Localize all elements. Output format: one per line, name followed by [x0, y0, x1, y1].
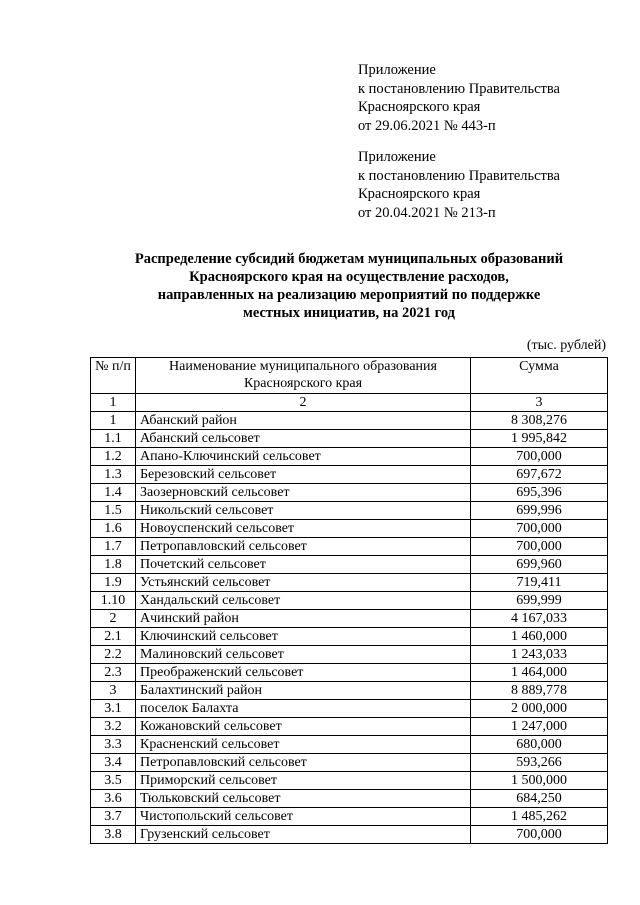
- row-number: 1.10: [91, 592, 136, 610]
- row-number: 1: [91, 412, 136, 430]
- subsidy-table: [90, 357, 608, 844]
- subsidy-sum: 1 464,000: [471, 664, 608, 682]
- row-number: 3.1: [91, 700, 136, 718]
- municipality-name: Абанский район: [136, 412, 471, 430]
- subsidy-sum: 680,000: [471, 736, 608, 754]
- table-row: [91, 484, 608, 502]
- subsidy-sum: 697,672: [471, 466, 608, 484]
- table-row: [91, 628, 608, 646]
- municipality-name: Балахтинский район: [136, 682, 471, 700]
- municipality-name: Малиновский сельсовет: [136, 646, 471, 664]
- table-row: [91, 754, 608, 772]
- table-row: [91, 448, 608, 466]
- municipality-name: Почетский сельсовет: [136, 556, 471, 574]
- column-number: 1: [91, 394, 136, 412]
- appendix-line: Приложение: [358, 149, 436, 165]
- header-name: Наименование муниципального образования Красноярского края: [136, 358, 471, 394]
- subsidy-sum: 700,000: [471, 826, 608, 844]
- title-line: Распределение субсидий бюджетам муниципальных образований: [134, 251, 564, 267]
- municipality-name: Петропавловский сельсовет: [136, 538, 471, 556]
- appendix-line: к постановлению Правительства: [358, 80, 560, 97]
- municipality-name: Грузенский сельсовет: [136, 826, 471, 844]
- table-row: [91, 412, 608, 430]
- title-line: направленных на реализацию мероприятий по поддержке: [157, 287, 541, 303]
- subsidy-sum: 699,960: [471, 556, 608, 574]
- subsidy-sum: 2 000,000: [471, 700, 608, 718]
- subsidy-sum: 8 889,778: [471, 682, 608, 700]
- table-row: [91, 520, 608, 538]
- subsidy-sum: 695,396: [471, 484, 608, 502]
- row-number: 2: [91, 610, 136, 628]
- row-number: 1.8: [91, 556, 136, 574]
- municipality-name: Новоуспенский сельсовет: [136, 520, 471, 538]
- subsidy-sum: 4 167,033: [471, 610, 608, 628]
- table-row: [91, 502, 608, 520]
- column-number: 2: [136, 394, 471, 412]
- appendix-note-original: [358, 148, 560, 222]
- subsidy-sum: 1 500,000: [471, 772, 608, 790]
- subsidy-sum: 700,000: [471, 538, 608, 556]
- municipality-name: Ключинский сельсовет: [136, 628, 471, 646]
- table-row: [91, 808, 608, 826]
- row-number: 1.9: [91, 574, 136, 592]
- subsidy-sum: 1 485,262: [471, 808, 608, 826]
- table-row: [91, 736, 608, 754]
- appendix-line: Красноярского края: [358, 186, 481, 202]
- row-number: 1.3: [91, 466, 136, 484]
- table-row: [91, 592, 608, 610]
- title-line: местных инициатив, на 2021 год: [242, 305, 456, 321]
- municipality-name: поселок Балахта: [136, 700, 471, 718]
- table-row: [91, 610, 608, 628]
- municipality-name: Красненский сельсовет: [136, 736, 471, 754]
- row-number: 1.6: [91, 520, 136, 538]
- row-number: 2.3: [91, 664, 136, 682]
- appendix-line: Красноярского края: [358, 99, 481, 115]
- row-number: 2.1: [91, 628, 136, 646]
- appendix-line: к постановлению Правительства: [358, 167, 560, 184]
- table-row: [91, 538, 608, 556]
- table-row: [91, 718, 608, 736]
- table-row: [91, 664, 608, 682]
- municipality-name: Никольский сельсовет: [136, 502, 471, 520]
- row-number: 1.7: [91, 538, 136, 556]
- subsidy-sum: 699,996: [471, 502, 608, 520]
- appendix-line: Приложение: [358, 62, 436, 78]
- municipality-name: Апано-Ключинский сельсовет: [136, 448, 471, 466]
- header-number: № п/п: [91, 358, 136, 394]
- row-number: 2.2: [91, 646, 136, 664]
- row-number: 1.4: [91, 484, 136, 502]
- table-row: [91, 700, 608, 718]
- table-row: [91, 556, 608, 574]
- municipality-name: Березовский сельсовет: [136, 466, 471, 484]
- column-number: 3: [471, 394, 608, 412]
- subsidy-sum: 8 308,276: [471, 412, 608, 430]
- header-sum: Сумма: [471, 358, 608, 394]
- row-number: 3: [91, 682, 136, 700]
- title-line: Красноярского края на осуществление расходов,: [189, 269, 509, 285]
- row-number: 3.2: [91, 718, 136, 736]
- table-row: [91, 682, 608, 700]
- document-title: [90, 250, 608, 322]
- subsidy-sum: 1 247,000: [471, 718, 608, 736]
- row-number: 3.8: [91, 826, 136, 844]
- municipality-name: Петропавловский сельсовет: [136, 754, 471, 772]
- subsidy-sum: 593,266: [471, 754, 608, 772]
- column-number-row: [91, 394, 608, 412]
- table-row: [91, 574, 608, 592]
- row-number: 3.6: [91, 790, 136, 808]
- row-number: 3.5: [91, 772, 136, 790]
- row-number: 3.4: [91, 754, 136, 772]
- subsidy-sum: 684,250: [471, 790, 608, 808]
- appendix-line: от 20.04.2021 № 213-п: [358, 204, 496, 221]
- appendix-line: от 29.06.2021 № 443-п: [358, 117, 496, 134]
- subsidy-sum: 699,999: [471, 592, 608, 610]
- subsidy-sum: 1 460,000: [471, 628, 608, 646]
- table-row: [91, 466, 608, 484]
- municipality-name: Абанский сельсовет: [136, 430, 471, 448]
- appendix-note-current: [358, 61, 560, 135]
- municipality-name: Заозерновский сельсовет: [136, 484, 471, 502]
- subsidy-sum: 719,411: [471, 574, 608, 592]
- row-number: 1.2: [91, 448, 136, 466]
- municipality-name: Приморский сельсовет: [136, 772, 471, 790]
- table-row: [91, 826, 608, 844]
- municipality-name: Устьянский сельсовет: [136, 574, 471, 592]
- municipality-name: Преображенский сельсовет: [136, 664, 471, 682]
- municipality-name: Ачинский район: [136, 610, 471, 628]
- municipality-name: Хандальский сельсовет: [136, 592, 471, 610]
- row-number: 3.7: [91, 808, 136, 826]
- table-row: [91, 430, 608, 448]
- table-header-row: [91, 358, 608, 394]
- table-row: [91, 790, 608, 808]
- subsidy-sum: 700,000: [471, 448, 608, 466]
- row-number: 3.3: [91, 736, 136, 754]
- unit-label: (тыс. рублей): [526, 338, 606, 353]
- subsidy-sum: 1 995,842: [471, 430, 608, 448]
- subsidy-sum: 1 243,033: [471, 646, 608, 664]
- municipality-name: Тюльковский сельсовет: [136, 790, 471, 808]
- table-row: [91, 772, 608, 790]
- municipality-name: Кожановский сельсовет: [136, 718, 471, 736]
- municipality-name: Чистопольский сельсовет: [136, 808, 471, 826]
- subsidy-sum: 700,000: [471, 520, 608, 538]
- table-row: [91, 646, 608, 664]
- row-number: 1.1: [91, 430, 136, 448]
- row-number: 1.5: [91, 502, 136, 520]
